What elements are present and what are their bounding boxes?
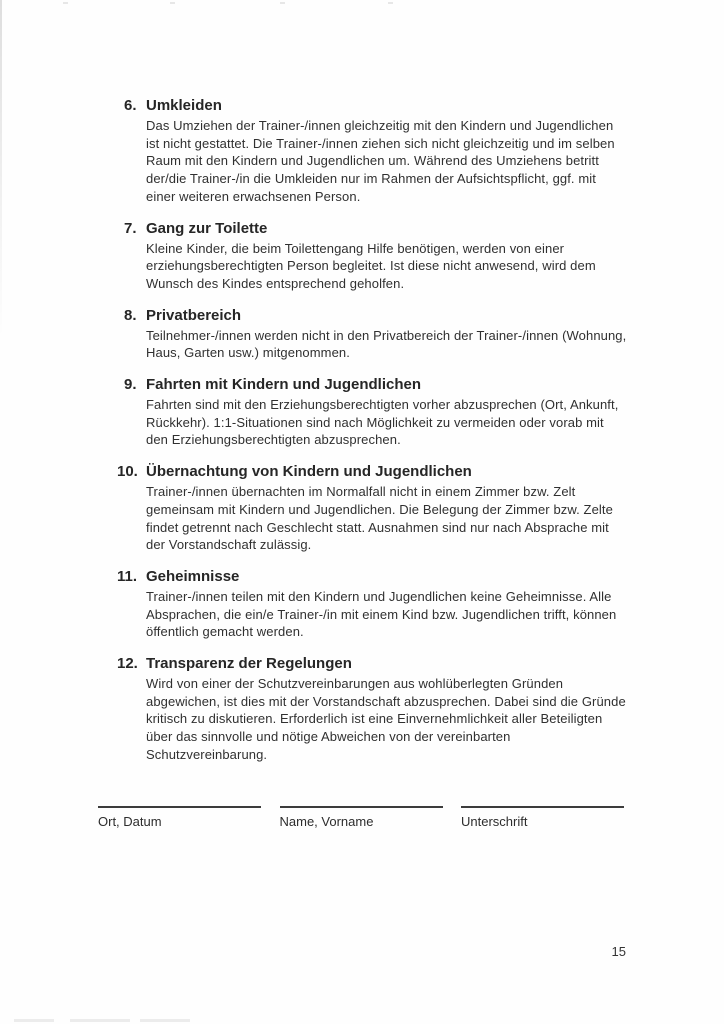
section-heading bbox=[117, 375, 628, 394]
section-title: Privatbereich bbox=[146, 306, 242, 324]
section-number: 9. bbox=[124, 376, 137, 394]
section-heading bbox=[117, 306, 628, 325]
signature-label: Unterschrift bbox=[461, 814, 528, 829]
signature-label: Name, Vorname bbox=[279, 814, 374, 829]
section-text: Wird von einer der Schutzvereinbarungen aus wohlüberlegten Gründen abgewichen, ist dies mit der Vorstandschaft abzusprechen. Dabei sind die Gründe kritisch zu diskutieren. Erforderlich ist eine Einvernehmlichkeit aller Beteiligten über das sinnvolle und nötige Abweichen von der vereinbarten Schutzvereinbarung. bbox=[146, 676, 626, 762]
signature-line bbox=[461, 806, 624, 808]
section-heading bbox=[117, 219, 628, 238]
section-heading bbox=[117, 567, 628, 586]
section-title: Fahrten mit Kindern und Jugendlichen bbox=[146, 376, 422, 394]
section-title: Gang zur Toilette bbox=[146, 219, 268, 237]
section-number: 8. bbox=[124, 306, 137, 324]
section-text: Trainer-/innen teilen mit den Kindern und Jugendlichen keine Geheimnisse. Alle Absprachen, die ein/e Trainer-/in mit einem Kind bzw. Jugendlichen trifft, können öffentlich gemacht werden. bbox=[146, 588, 617, 640]
section-number: 6. bbox=[124, 97, 137, 114]
section-number: 11. bbox=[117, 567, 138, 585]
scan-artifact bbox=[63, 2, 68, 4]
section-privatbereich bbox=[117, 306, 628, 362]
signature-line bbox=[280, 806, 443, 808]
section-text: Das Umziehen der Trainer-/innen gleichzeitig mit den Kindern und Jugendlichen ist nicht gestattet. Die Trainer-/innen ziehen sich nicht gleichzeitig und im selben Raum mit den Kindern und Jugendlichen um. Während des Umziehens betritt der/die Trainer-/in die Umkleiden nur im Rahmen der Aufsichtspflicht, ggf. mit einer weiteren erwachsenen Person. bbox=[146, 118, 615, 204]
page-number: 15 bbox=[611, 944, 626, 959]
section-number: 12. bbox=[117, 655, 138, 673]
section-text: Teilnehmer-/innen werden nicht in den Privatbereich der Trainer-/innen (Wohnung, Haus, Garten usw.) mitgenommen. bbox=[146, 327, 627, 361]
section-number: 7. bbox=[124, 219, 137, 237]
scan-artifact bbox=[280, 2, 285, 4]
section-uebernachtung bbox=[117, 462, 628, 554]
scan-artifact bbox=[140, 1019, 190, 1022]
signature-line bbox=[98, 806, 261, 808]
signature-field-unterschrift bbox=[461, 806, 624, 829]
section-text: Trainer-/innen übernachten im Normalfall nicht in einem Zimmer bzw. Zelt gemeinsam mit Kindern und Jugendlichen. Die Belegung der Zimmer bzw. Zelte findet getrennt nach Geschlecht statt. Ausnahmen sind nur nach Absprache mit der Vorstandschaft zulässig. bbox=[146, 484, 613, 553]
section-title: Geheimnisse bbox=[146, 567, 240, 585]
section-transparenz bbox=[117, 654, 628, 764]
scan-artifact bbox=[14, 1019, 54, 1022]
section-heading bbox=[117, 654, 628, 673]
signature-row bbox=[98, 806, 624, 829]
section-title: Umkleiden bbox=[146, 97, 222, 114]
section-title: Übernachtung von Kindern und Jugendlichen bbox=[146, 463, 472, 481]
section-heading bbox=[117, 462, 628, 481]
section-geheimnisse bbox=[117, 567, 628, 641]
section-heading bbox=[117, 96, 628, 115]
section-text: Fahrten sind mit den Erziehungsberechtigten vorher abzusprechen (Ort, Ankunft, Rückkehr). 1:1-Situationen sind nach Möglichkeit zu vermeiden oder vorab mit den Erziehungsberechtigten abzusprechen. bbox=[146, 397, 619, 448]
scan-artifact bbox=[388, 2, 393, 4]
section-title: Transparenz der Regelungen bbox=[146, 655, 352, 673]
signature-field-ort-datum bbox=[98, 806, 261, 829]
section-gang-zur-toilette bbox=[117, 219, 628, 293]
signature-label: Ort, Datum bbox=[98, 814, 162, 829]
scan-artifact bbox=[170, 2, 175, 4]
signature-field-name-vorname bbox=[280, 806, 443, 829]
section-fahrten bbox=[117, 375, 628, 449]
section-number: 10. bbox=[117, 463, 138, 481]
scan-artifact bbox=[70, 1019, 130, 1022]
document-body bbox=[117, 96, 628, 777]
section-text: Kleine Kinder, die beim Toilettengang Hilfe benötigen, werden von einer erziehungsberechtigten Person begleitet. Ist diese nicht anwesend, wird dem Wunsch des Kindes entsprechend geholfen. bbox=[146, 240, 596, 291]
section-umkleiden bbox=[117, 96, 628, 206]
scan-artifact bbox=[0, 0, 2, 340]
